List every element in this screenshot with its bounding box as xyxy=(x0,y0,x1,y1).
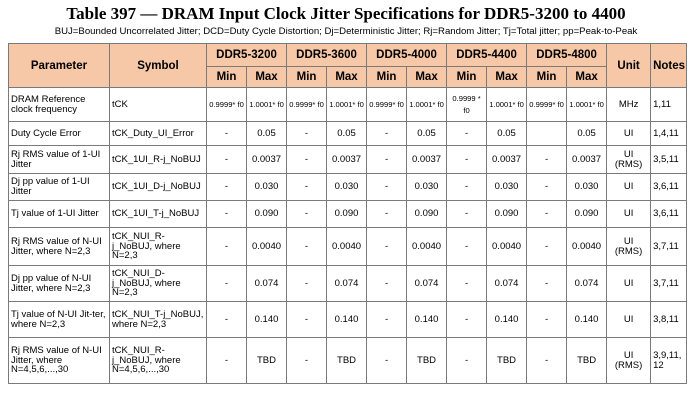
table-row xyxy=(9,228,687,266)
value-cell: 0.9999 * f0 xyxy=(447,88,487,122)
value-cell: - xyxy=(207,122,247,146)
parameter-cell: Dj pp value of N-UI Jitter, where N=2,3 xyxy=(9,266,110,302)
table-title: Table 397 — DRAM Input Clock Jitter Specifications for DDR5-3200 to 4400 xyxy=(66,4,626,23)
header-max: Max xyxy=(567,67,607,88)
header-unit: Unit xyxy=(607,44,651,88)
parameter-cell: Tj value of 1-UI Jitter xyxy=(9,201,110,228)
notes-cell: 3,5,11 xyxy=(651,146,687,174)
symbol-cell: tCK_NUI_T-j_NoBUJ, where N=2,3 xyxy=(110,302,207,338)
table-row xyxy=(9,338,687,384)
value-cell: - xyxy=(207,228,247,266)
value-cell: 0.0037 xyxy=(567,146,607,174)
header-speed-grade: DDR5-3600 xyxy=(287,44,367,67)
symbol-cell: tCK xyxy=(110,88,207,122)
value-cell: 0.090 xyxy=(407,201,447,228)
value-cell: - xyxy=(367,122,407,146)
value-cell: 0.074 xyxy=(247,266,287,302)
value-cell: 0.030 xyxy=(567,174,607,201)
value-cell: - xyxy=(287,338,327,384)
value-cell: - xyxy=(207,174,247,201)
value-cell: - xyxy=(287,266,327,302)
value-cell: 0.090 xyxy=(327,201,367,228)
header-parameter: Parameter xyxy=(9,44,110,88)
value-cell: 0.074 xyxy=(327,266,367,302)
value-cell: 0.140 xyxy=(567,302,607,338)
value-cell: 0.9999* f0 xyxy=(367,88,407,122)
value-cell: 0.9999* f0 xyxy=(527,88,567,122)
unit-cell: UI xyxy=(607,266,651,302)
header-symbol: Symbol xyxy=(110,44,207,88)
header-speed-grade: DDR5-4400 xyxy=(447,44,527,67)
header-min: Min xyxy=(207,67,247,88)
value-cell: 0.0040 xyxy=(247,228,287,266)
table-row xyxy=(9,146,687,174)
value-cell: - xyxy=(527,146,567,174)
value-cell: - xyxy=(207,201,247,228)
value-cell: - xyxy=(447,302,487,338)
value-cell: - xyxy=(367,201,407,228)
table-subtitle: BUJ=Bounded Uncorrelated Jitter; DCD=Duty Cycle Distortion; Dj=Deterministic Jitter; Rj=Random Jitter; Tj=Total jitter; pp=Peak-to-Peak xyxy=(54,26,638,37)
header-speed-grade: DDR5-4000 xyxy=(367,44,447,67)
value-cell: - xyxy=(367,146,407,174)
value-cell: 0.05 xyxy=(487,122,527,146)
value-cell: 0.0037 xyxy=(327,146,367,174)
value-cell: - xyxy=(447,174,487,201)
value-cell: - xyxy=(527,302,567,338)
value-cell: 0.074 xyxy=(407,266,447,302)
value-cell: - xyxy=(367,174,407,201)
unit-cell: UI (RMS) xyxy=(607,338,651,384)
value-cell: 0.090 xyxy=(487,201,527,228)
unit-cell: UI xyxy=(607,122,651,146)
unit-cell: UI xyxy=(607,302,651,338)
value-cell: 0.030 xyxy=(327,174,367,201)
symbol-cell: tCK_1UI_D-j_NoBUJ xyxy=(110,174,207,201)
notes-cell: 1,4,11 xyxy=(651,122,687,146)
value-cell: - xyxy=(207,338,247,384)
value-cell: 0.140 xyxy=(407,302,447,338)
value-cell: - xyxy=(527,228,567,266)
value-cell: - xyxy=(367,266,407,302)
value-cell: - xyxy=(447,228,487,266)
table-row xyxy=(9,122,687,146)
table-row xyxy=(9,88,687,122)
value-cell: 1.0001* f0 xyxy=(327,88,367,122)
value-cell xyxy=(527,122,567,146)
notes-cell: 3,7,11 xyxy=(651,228,687,266)
unit-cell: UI (RMS) xyxy=(607,228,651,266)
value-cell: 0.0040 xyxy=(407,228,447,266)
table-row xyxy=(9,302,687,338)
value-cell: 0.05 xyxy=(327,122,367,146)
value-cell: - xyxy=(447,338,487,384)
notes-cell: 3,6,11 xyxy=(651,174,687,201)
header-row-speeds xyxy=(9,44,687,67)
header-min: Min xyxy=(447,67,487,88)
value-cell: - xyxy=(207,302,247,338)
value-cell: 0.030 xyxy=(247,174,287,201)
unit-cell: UI xyxy=(607,174,651,201)
header-speed-grade: DDR5-4800 xyxy=(527,44,607,67)
value-cell: 0.05 xyxy=(407,122,447,146)
value-cell: 1.0001* f0 xyxy=(247,88,287,122)
value-cell: 1.0001* f0 xyxy=(407,88,447,122)
symbol-cell: tCK_NUI_D-j_NoBUJ, where N=2,3 xyxy=(110,266,207,302)
symbol-cell: tCK_1UI_T-j_NoBUJ xyxy=(110,201,207,228)
value-cell: TBD xyxy=(487,338,527,384)
jitter-spec-table xyxy=(8,43,687,384)
notes-cell: 3,6,11 xyxy=(651,201,687,228)
value-cell: TBD xyxy=(247,338,287,384)
value-cell: - xyxy=(287,302,327,338)
notes-cell: 1,11 xyxy=(651,88,687,122)
value-cell: 0.030 xyxy=(407,174,447,201)
value-cell: 0.05 xyxy=(567,122,607,146)
parameter-cell: Rj RMS value of 1-UI Jitter xyxy=(9,146,110,174)
value-cell: 0.140 xyxy=(327,302,367,338)
value-cell: 0.05 xyxy=(247,122,287,146)
header-max: Max xyxy=(407,67,447,88)
value-cell: - xyxy=(207,266,247,302)
unit-cell: MHz xyxy=(607,88,651,122)
value-cell: 1.0001* f0 xyxy=(487,88,527,122)
value-cell: - xyxy=(527,174,567,201)
value-cell: 0.9999* f0 xyxy=(207,88,247,122)
value-cell: - xyxy=(367,302,407,338)
value-cell: - xyxy=(527,266,567,302)
value-cell: 0.0040 xyxy=(487,228,527,266)
value-cell: 0.0040 xyxy=(327,228,367,266)
notes-cell: 3,9,11, 12 xyxy=(651,338,687,384)
header-max: Max xyxy=(327,67,367,88)
symbol-cell: tCK_NUI_R-j_NoBUJ, where N=2,3 xyxy=(110,228,207,266)
value-cell: - xyxy=(367,228,407,266)
parameter-cell: DRAM Reference clock frequency xyxy=(9,88,110,122)
value-cell: 0.090 xyxy=(567,201,607,228)
parameter-cell: Tj value of N-UI Jit-ter, where N=2,3 xyxy=(9,302,110,338)
symbol-cell: tCK_1UI_R-j_NoBUJ xyxy=(110,146,207,174)
value-cell: 0.140 xyxy=(487,302,527,338)
parameter-cell: Rj RMS value of N-UI Jitter, where N=4,5,6,...,30 xyxy=(9,338,110,384)
parameter-cell: Dj pp value of 1-UI Jitter xyxy=(9,174,110,201)
value-cell: - xyxy=(447,266,487,302)
value-cell: - xyxy=(447,146,487,174)
value-cell: 0.0037 xyxy=(247,146,287,174)
value-cell: - xyxy=(287,201,327,228)
value-cell: 0.9999* f0 xyxy=(287,88,327,122)
value-cell: TBD xyxy=(407,338,447,384)
parameter-cell: Rj RMS value of N-UI Jitter, where N=2,3 xyxy=(9,228,110,266)
value-cell: - xyxy=(527,201,567,228)
value-cell: - xyxy=(287,174,327,201)
value-cell: - xyxy=(367,338,407,384)
value-cell: 0.090 xyxy=(247,201,287,228)
header-min: Min xyxy=(527,67,567,88)
value-cell: - xyxy=(447,201,487,228)
value-cell: 0.0037 xyxy=(487,146,527,174)
parameter-cell: Duty Cycle Error xyxy=(9,122,110,146)
table-row xyxy=(9,201,687,228)
unit-cell: UI xyxy=(607,201,651,228)
value-cell: 0.140 xyxy=(247,302,287,338)
value-cell: 0.0037 xyxy=(407,146,447,174)
value-cell: TBD xyxy=(327,338,367,384)
value-cell: - xyxy=(527,338,567,384)
value-cell: TBD xyxy=(567,338,607,384)
symbol-cell: tCK_NUI_R-j_NoBUJ, where N=4,5,6,...,30 xyxy=(110,338,207,384)
value-cell: 1.0001* f0 xyxy=(567,88,607,122)
notes-cell: 3,8,11 xyxy=(651,302,687,338)
header-min: Min xyxy=(287,67,327,88)
value-cell: - xyxy=(207,146,247,174)
header-max: Max xyxy=(247,67,287,88)
header-max: Max xyxy=(487,67,527,88)
value-cell: 0.0040 xyxy=(567,228,607,266)
value-cell: 0.074 xyxy=(487,266,527,302)
value-cell: - xyxy=(287,122,327,146)
header-min: Min xyxy=(367,67,407,88)
notes-cell: 3,7,11 xyxy=(651,266,687,302)
table-row xyxy=(9,174,687,201)
value-cell: 0.030 xyxy=(487,174,527,201)
value-cell: - xyxy=(447,122,487,146)
unit-cell: UI (RMS) xyxy=(607,146,651,174)
symbol-cell: tCK_Duty_UI_Error xyxy=(110,122,207,146)
value-cell: 0.074 xyxy=(567,266,607,302)
value-cell: - xyxy=(287,146,327,174)
header-speed-grade: DDR5-3200 xyxy=(207,44,287,67)
header-notes: Notes xyxy=(651,44,687,88)
table-row xyxy=(9,266,687,302)
value-cell: - xyxy=(287,228,327,266)
